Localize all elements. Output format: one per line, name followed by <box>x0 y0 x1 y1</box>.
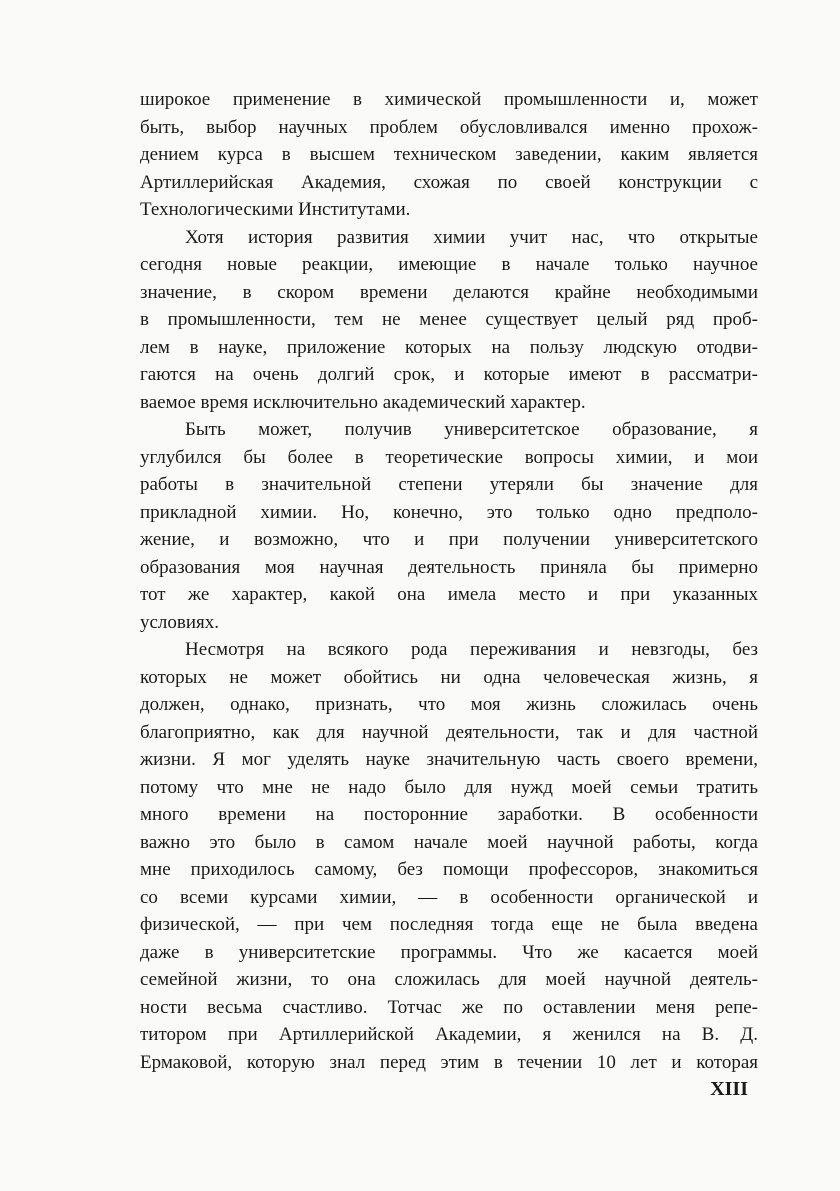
text-line: физической, — при чем последняя тогда еще не была введена <box>140 914 758 935</box>
text-line: широкое применение в химической промышленности и, может <box>140 89 758 110</box>
paragraph <box>140 224 758 417</box>
text-line: Хотя история развития химии учит нас, что открытые <box>185 226 758 248</box>
text-line: должен, однако, признать, что моя жизнь сложилась очень <box>140 694 758 715</box>
text-line: даже в университетские программы. Что же касается моей <box>140 941 758 963</box>
paragraph <box>140 416 758 636</box>
text-line: тот же характер, какой она имела место и при указанных <box>140 584 758 605</box>
text-line: со всеми курсами химии, — в особенности органической и <box>140 886 758 908</box>
text-line: титором при Артиллерийской Академии, я женился на В. Д. <box>140 1024 758 1045</box>
page-number: XIII <box>710 1078 748 1100</box>
text-line: сегодня новые реакции, имеющие в начале только научное <box>140 254 758 275</box>
body-text <box>140 86 758 1076</box>
text-line: быть, выбор научных проблем обусловливался именно прохож- <box>140 116 758 138</box>
text-line: в промышленности, тем не менее существует целый ряд проб- <box>140 309 758 330</box>
text-line: Быть может, получив университетское образование, я <box>185 419 758 440</box>
text-line: много времени на посторонние заработки. В особенности <box>140 804 758 825</box>
text-line: благоприятно, как для научной деятельности, так и для частной <box>140 721 758 743</box>
text-line: которых не может обойтись ни одна человеческая жизнь, я <box>140 666 758 688</box>
text-line: жизни. Я мог уделять науке значительную часть своего времени, <box>140 749 758 770</box>
text-line: дением курса в высшем техническом заведении, каким является <box>140 144 758 165</box>
text-line: Технологическими Институтами. <box>140 199 411 220</box>
text-line: значение, в скором времени делаются крайне необходимыми <box>140 281 758 303</box>
text-line: Артиллерийская Академия, схожая по своей конструкции с <box>140 171 758 193</box>
text-line: ваемое время исключительно академический характер. <box>140 391 586 413</box>
text-line: лем в науке, приложение которых на пользу людскую отодви- <box>140 336 758 358</box>
text-line: жение, и возможно, что и при получении университетского <box>140 529 758 550</box>
text-line: образования моя научная деятельность приняла бы примерно <box>140 556 758 578</box>
text-line: Ермаковой, которую знал перед этим в течении 10 лет и которая <box>140 1051 758 1073</box>
text-line: ности весьма счастливо. Тотчас же по оставлении меня репе- <box>140 996 758 1018</box>
text-line: углубился бы более в теоретические вопросы химии, и мои <box>140 446 758 468</box>
text-line: работы в значительной степени утеряли бы значение для <box>140 474 758 495</box>
text-line: семейной жизни, то она сложилась для моей научной деятель- <box>140 969 758 990</box>
text-line: гаются на очень долгий срок, и которые имеют в рассматри- <box>140 364 758 385</box>
text-line: прикладной химии. Но, конечно, это только одно предполо- <box>140 501 758 523</box>
text-line: потому что мне не надо было для нужд моей семьи тратить <box>140 776 758 798</box>
text-line: условиях. <box>140 611 220 633</box>
text-line: важно это было в самом начале моей научной работы, когда <box>140 831 758 853</box>
paragraph <box>140 636 758 1076</box>
text-line: Несмотря на всякого рода переживания и невзгоды, без <box>185 639 758 660</box>
text-line: мне приходилось самому, без помощи профессоров, знакомиться <box>140 859 758 880</box>
paragraph <box>140 86 758 224</box>
